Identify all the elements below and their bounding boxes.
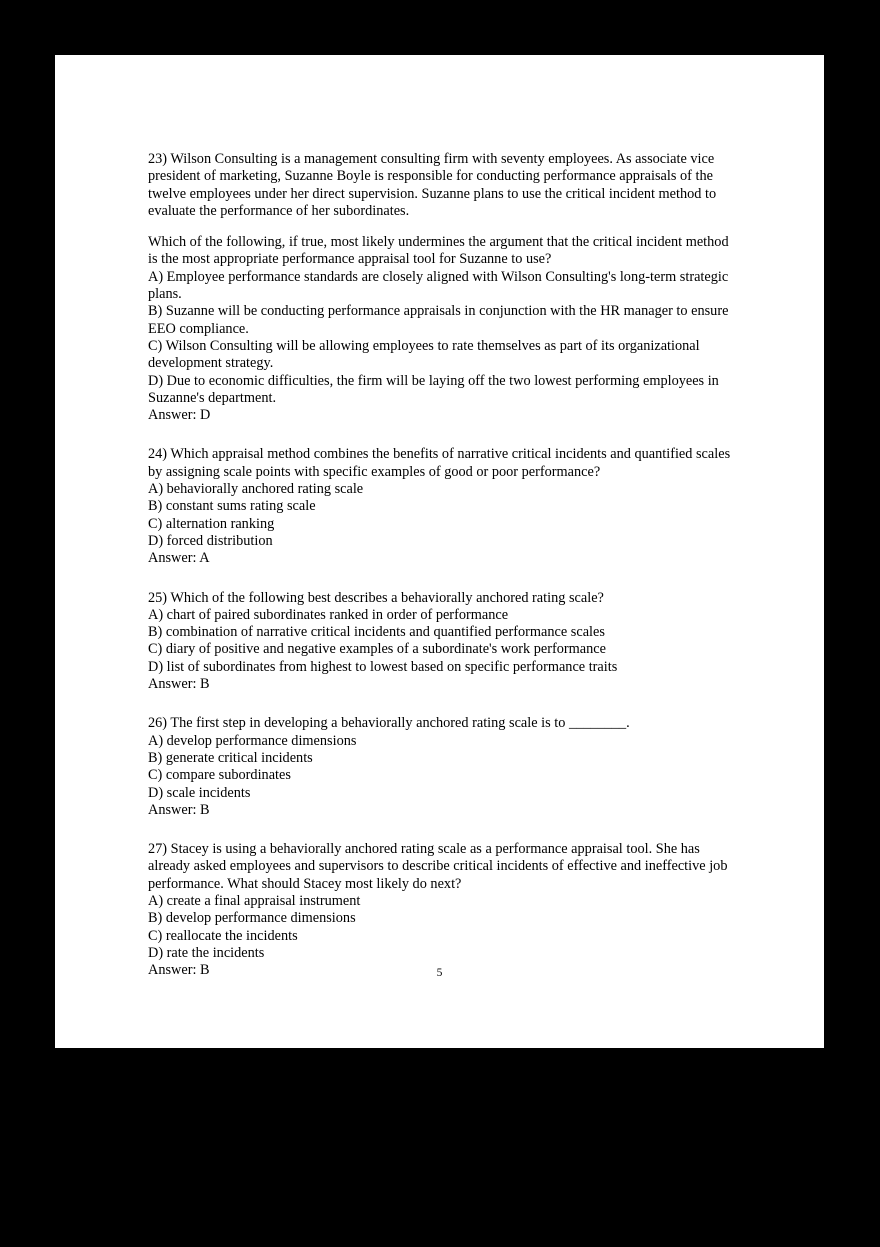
page-number: 5 xyxy=(436,967,443,979)
option-d: D) Due to economic difficulties, the firm will be laying off the two lowest performing employees in Suzanne's department. xyxy=(148,372,723,406)
question-prompt: Which of the following, if true, most likely undermines the argument that the critical incident method is the most appropriate performance appraisal tool for Suzanne to use? xyxy=(148,234,733,268)
option-c: C) alternation ranking xyxy=(148,515,275,532)
option-d: D) rate the incidents xyxy=(148,944,265,961)
option-c: C) reallocate the incidents xyxy=(148,927,298,944)
option-c: C) Wilson Consulting will be allowing employees to rate themselves as part of its organizational development strategy. xyxy=(148,337,704,372)
question-stem: 25) Which of the following best describes a behaviorally anchored rating scale? xyxy=(148,589,604,606)
question-stem: 27) Stacey is using a behaviorally anchored rating scale as a performance appraisal tool. She has already asked employees and supervisors to describe critical incidents of effective and ineffective job performance. What should Stacey most likely do next? xyxy=(148,841,732,892)
question-stem: 26) The first step in developing a behaviorally anchored rating scale is to ________. xyxy=(148,715,630,732)
option-c: C) diary of positive and negative examples of a subordinate's work performance xyxy=(148,641,606,658)
option-b: B) Suzanne will be conducting performance appraisals in conjunction with the HR manager to ensure EEO compliance. xyxy=(148,303,733,337)
answer-line: Answer: B xyxy=(148,676,210,693)
option-a: A) chart of paired subordinates ranked in order of performance xyxy=(148,606,509,623)
answer-line: Answer: D xyxy=(148,407,211,424)
option-a: A) Employee performance standards are closely aligned with Wilson Consulting's long-term strategic plans. xyxy=(148,268,732,303)
option-a: A) develop performance dimensions xyxy=(148,732,357,749)
option-a: A) behaviorally anchored rating scale xyxy=(148,481,364,498)
option-d: D) forced distribution xyxy=(148,532,273,549)
answer-line: Answer: B xyxy=(148,962,210,979)
option-d: D) scale incidents xyxy=(148,784,251,801)
option-b: B) develop performance dimensions xyxy=(148,910,356,927)
question-item xyxy=(148,151,732,424)
answer-line: Answer: B xyxy=(148,801,210,818)
option-a: A) create a final appraisal instrument xyxy=(148,892,361,909)
question-item xyxy=(148,715,732,819)
option-b: B) combination of narrative critical incidents and quantified performance scales xyxy=(148,624,605,641)
question-item xyxy=(148,841,732,979)
question-prompt-and-options xyxy=(148,234,732,424)
option-b: B) generate critical incidents xyxy=(148,749,313,766)
answer-line: Answer: A xyxy=(148,550,210,567)
question-list xyxy=(148,151,732,979)
option-d: D) list of subordinates from highest to lowest based on specific performance traits xyxy=(148,658,618,675)
question-item xyxy=(148,446,732,567)
option-b: B) constant sums rating scale xyxy=(148,498,316,515)
question-stem: 23) Wilson Consulting is a management consulting firm with seventy employees. As associate vice president of marketing, Suzanne Boyle is responsible for conducting performance appraisals of the twelve employees under her direct supervision. Suzanne plans to use the critical incident method to evaluate the performance of her subordinates. xyxy=(148,151,717,219)
question-item xyxy=(148,590,732,694)
question-stem: 24) Which appraisal method combines the benefits of narrative critical incidents and quantified scales by assigning scale points with specific examples of good or poor performance? xyxy=(148,446,734,480)
document-page xyxy=(55,55,824,1048)
option-c: C) compare subordinates xyxy=(148,767,291,784)
